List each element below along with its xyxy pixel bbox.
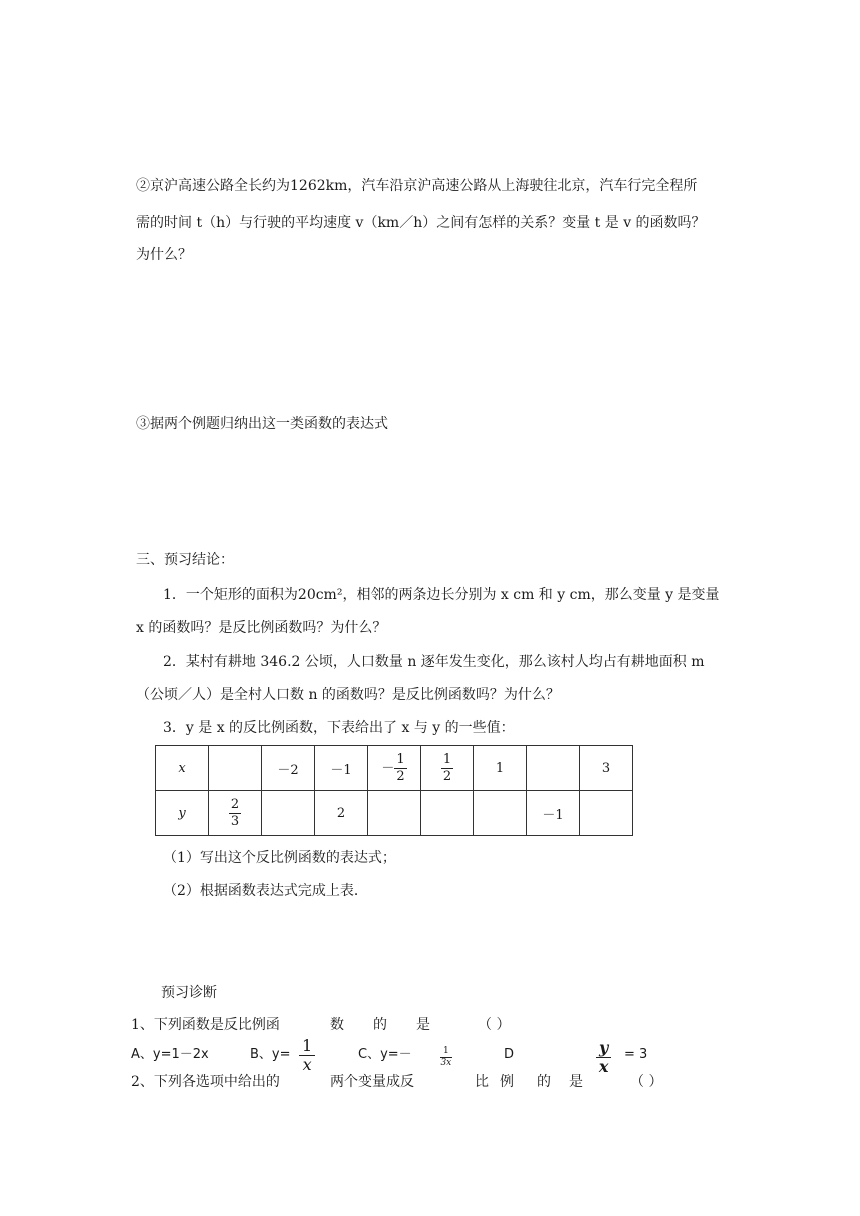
diagnosis-q2-word: 的 bbox=[537, 1074, 551, 1090]
table-cell: －2 bbox=[262, 746, 315, 791]
option-c: C、y=－ bbox=[358, 1047, 412, 1062]
diagnosis-q2-answer-paren: （ ） bbox=[630, 1074, 663, 1090]
conclusion-item-3: 3．y 是 x 的反比例函数，下表给出了 x 与 y 的一些值： bbox=[163, 720, 515, 736]
question-2-line-1: ②京沪高速公路全长约为1262km，汽车沿京沪高速公路从上海驶往北京，汽车行完全程所 bbox=[136, 178, 698, 194]
option-b: B、y= bbox=[250, 1047, 291, 1062]
conclusion-item-2-line-2: （公顷／人）是全村人口数 n 的函数吗？是反比例函数吗？为什么？ bbox=[136, 687, 560, 703]
table-cell: 1 bbox=[474, 746, 527, 791]
table-cell-neg-half: － $\frac{1}{2}$ bbox=[368, 746, 421, 791]
diagnosis-q2-word: 是 bbox=[569, 1074, 583, 1090]
table-row-x bbox=[156, 746, 633, 791]
table-cell bbox=[527, 746, 580, 791]
diagnosis-q2-word: 例 bbox=[500, 1074, 514, 1090]
option-d-fraction: $\frac{y}{x}$ bbox=[596, 1039, 611, 1076]
table-cell-half: $\frac{1}{2}$ bbox=[421, 746, 474, 791]
table-cell-two-thirds: $\frac{2}{3}$ bbox=[209, 791, 262, 836]
option-d-rhs: = 3 bbox=[624, 1047, 648, 1062]
diagnosis-q1-word: 的 bbox=[373, 1017, 387, 1033]
table-cell-x-label: x bbox=[156, 746, 209, 791]
conclusion-task-1: （1）写出这个反比例函数的表达式； bbox=[163, 850, 396, 866]
conclusion-item-1-line-2: x 的函数吗？是反比例函数吗？为什么？ bbox=[136, 620, 387, 636]
question-2-line-3: 为什么？ bbox=[136, 247, 192, 263]
table-cell bbox=[209, 746, 262, 791]
conclusion-item-2-line-1: 2．某村有耕地 346.2 公顷，人口数量 n 逐年发生变化，那么该村人均占有耕地面积 m bbox=[163, 654, 705, 670]
table-cell: －1 bbox=[315, 746, 368, 791]
diagnosis-q2-word: 比 bbox=[475, 1074, 489, 1090]
table-cell bbox=[368, 791, 421, 836]
conclusion-item-1-line-1: 1．一个矩形的面积为20cm²，相邻的两条边长分别为 x cm 和 y cm，那么变量 y 是变量 bbox=[163, 587, 720, 603]
value-table bbox=[155, 745, 633, 836]
question-2-line-2: 需的时间 t（h）与行驶的平均速度 v（km／h）之间有怎样的关系？变量 t 是 v 的函数吗？ bbox=[136, 215, 706, 231]
table-cell: －1 bbox=[527, 791, 580, 836]
option-a: A、y=1－2x bbox=[131, 1047, 209, 1062]
diagnosis-heading: 预习诊断 bbox=[161, 985, 217, 1001]
option-c-fraction: $\frac{1}{3x}$ bbox=[440, 1046, 452, 1068]
conclusion-heading: 三、预习结论： bbox=[136, 552, 234, 568]
table-cell bbox=[421, 791, 474, 836]
diagnosis-q1-word: 是 bbox=[416, 1017, 430, 1033]
table-row-y bbox=[156, 791, 633, 836]
diagnosis-q1-word: 数 bbox=[330, 1017, 344, 1033]
diagnosis-q1-answer-paren: （ ） bbox=[478, 1017, 511, 1033]
question-3-text: ③据两个例题归纳出这一类函数的表达式 bbox=[136, 416, 388, 432]
table-cell bbox=[262, 791, 315, 836]
table-cell: 3 bbox=[580, 746, 633, 791]
table-cell bbox=[474, 791, 527, 836]
conclusion-task-2: （2）根据函数表达式完成上表． bbox=[163, 883, 368, 899]
diagnosis-q2-word: 两个变量成反 bbox=[330, 1074, 414, 1090]
diagnosis-q2-text: 2、下列各选项中给出的 bbox=[131, 1074, 280, 1090]
option-d: D bbox=[504, 1047, 515, 1062]
diagnosis-q1-text: 1、下列函数是反比例函 bbox=[131, 1017, 280, 1033]
table-cell-y-label: y bbox=[156, 791, 209, 836]
table-cell: 2 bbox=[315, 791, 368, 836]
option-b-fraction: $\frac{1}{x}$ bbox=[299, 1037, 315, 1074]
table-cell bbox=[580, 791, 633, 836]
